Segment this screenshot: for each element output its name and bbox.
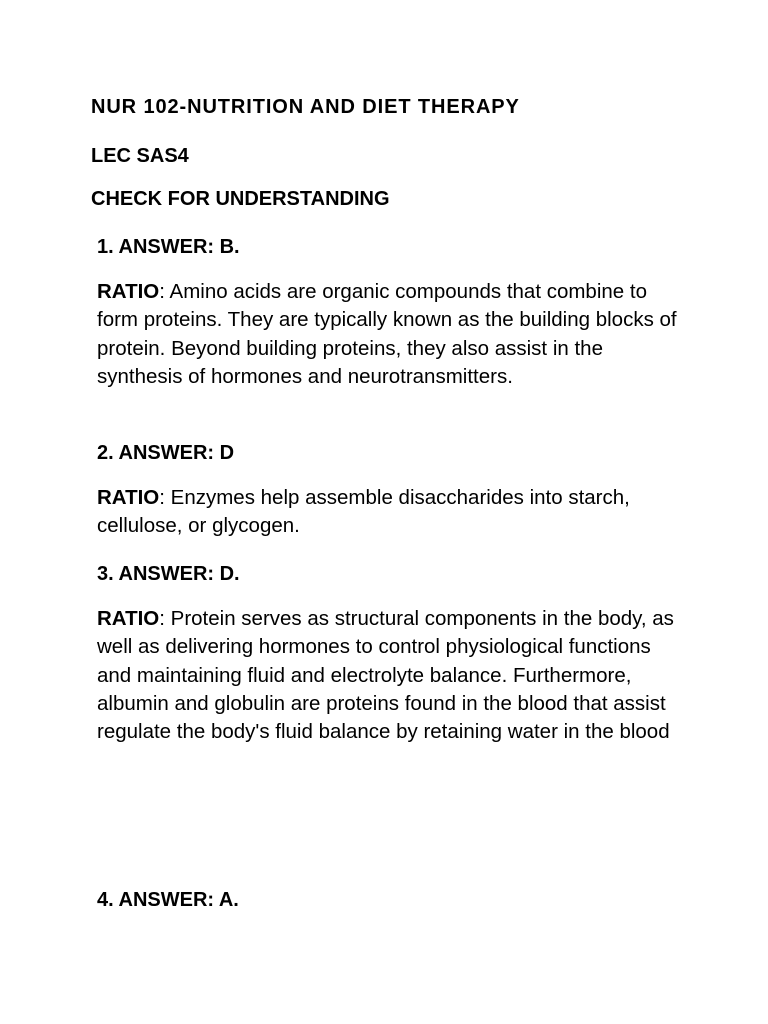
answer-4: 4. ANSWER: A. [97,889,239,911]
section-label: LEC SAS4 [91,145,189,167]
answer-2: 2. ANSWER: D [97,442,235,464]
rationale-2 [97,484,687,541]
rationale-text: : Protein serves as structural components in the body, as well as delivering hormones to control physiological functions and maintaining fluid and electrolyte balance. Furthermore, albumin and globulin are proteins found in the blood that assist regulate the body's fluid balance by retaining water in the blood [97,607,674,744]
rationale-1 [97,278,687,391]
rationale-text: : Amino acids are organic compounds that combine to form proteins. They are typically known as the building blocks of protein. Beyond building proteins, they also assist in the synthesis of hormones and neurotransmitters. [97,280,677,388]
course-title: NUR 102-NUTRITION AND DIET THERAPY [91,96,520,118]
section-subtitle: CHECK FOR UNDERSTANDING [91,188,390,210]
ratio-label: RATIO [97,280,160,303]
answer-1: 1. ANSWER: B. [97,236,240,258]
ratio-label: RATIO [97,486,160,509]
answer-3: 3. ANSWER: D. [97,563,240,585]
rationale-text: : Enzymes help assemble disaccharides into starch, cellulose, or glycogen. [97,486,630,538]
rationale-3 [97,605,687,746]
ratio-label: RATIO [97,607,160,630]
